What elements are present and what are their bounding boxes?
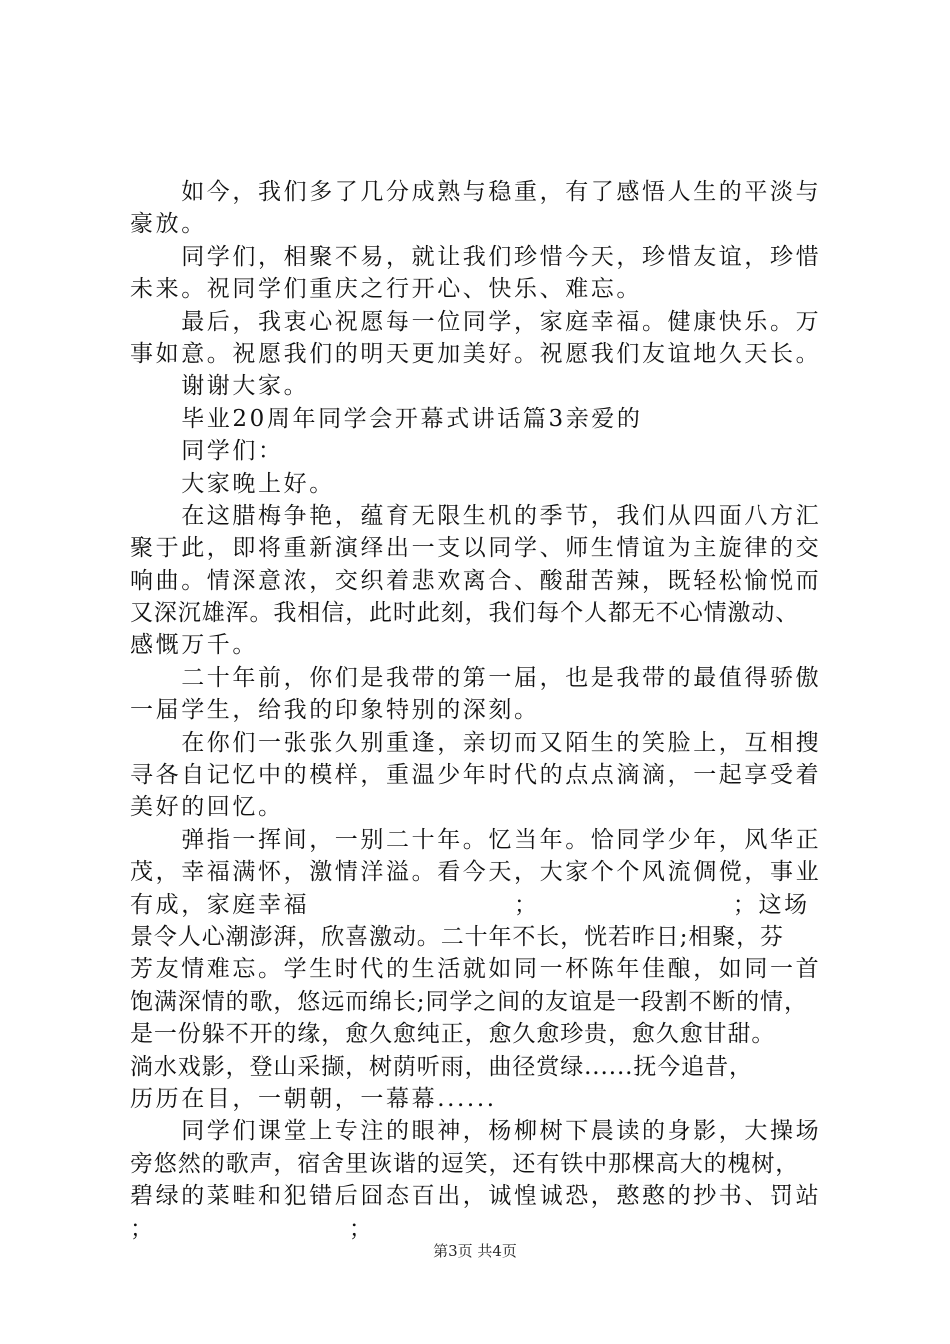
text-line: 最后，我衷心祝愿每一位同学，家庭幸福。健康快乐。万 (130, 308, 822, 335)
text-line: 在你们一张张久别重逢，亲切而又陌生的笑脸上，互相搜 (130, 729, 822, 756)
text-line: 二十年前，你们是我带的第一届，也是我带的最值得骄傲 (130, 664, 822, 691)
text-line: 感慨万千。 (130, 632, 258, 659)
text-line: 淌水戏影，登山采撷，树荫听雨，曲径赏绿......抚今追昔， (130, 1053, 753, 1080)
text-line: 饱满深情的歌，悠远而绵长;同学之间的友谊是一段割不断的情， (130, 988, 808, 1015)
text-line: 又深沉雄浑。我相信，此时此刻，我们每个人都无不心情激动、 (130, 600, 800, 627)
text-line: 同学们： (130, 438, 284, 465)
text-line: 豪放。 (130, 211, 207, 238)
text-line: 一届学生，给我的印象特别的深刻。 (130, 697, 540, 724)
text-line: 如今，我们多了几分成熟与稳重，有了感悟人生的平淡与 (130, 179, 822, 205)
text-line: 未来。祝同学们重庆之行开心、快乐、难忘。 (130, 276, 642, 303)
text-line: 有成，家庭幸福 ； ；这场 (130, 891, 810, 918)
text-line: 碧绿的菜畦和犯错后囧态百出，诚惶诚恐，憨憨的抄书、罚站 (130, 1183, 822, 1210)
section-title: 毕业20周年同学会开幕式讲话篇3亲爱的 (130, 405, 643, 432)
document-body (130, 176, 842, 1245)
text-line: 历历在目，一朝朝，一幕幕...... (130, 1085, 497, 1112)
text-line: 同学们，相聚不易，就让我们珍惜今天，珍惜友谊，珍惜 (130, 243, 822, 270)
text-line: 是一份躲不开的缘，愈久愈纯正，愈久愈珍贵，愈久愈甘甜。 (130, 1021, 776, 1048)
text-line: 美好的回忆。 (130, 794, 284, 821)
text-line: 寻各自记忆中的模样，重温少年时代的点点滴滴，一起享受着 (130, 762, 822, 789)
text-line: 大家晚上好。 (130, 470, 335, 497)
text-line: 弹指一挥间，一别二十年。忆当年。恰同学少年，风华正 (130, 826, 822, 853)
text-line: 响曲。情深意浓，交织着悲欢离合、酸甜苦辣，既轻松愉悦而 (130, 567, 822, 594)
text-line: 茂，幸福满怀，激情洋溢。看今天，大家个个风流倜傥，事业 (130, 859, 822, 886)
text-line: ； ； (130, 1215, 375, 1242)
page-number-footer: 第3页 共4页 (433, 1242, 517, 1260)
text-line: 旁悠然的歌声，宿舍里诙谐的逗笑，还有铁中那棵高大的槐树， (130, 1150, 800, 1177)
text-line: 同学们课堂上专注的眼神，杨柳树下晨读的身影，大操场 (130, 1118, 822, 1145)
text-line: 在这腊梅争艳，蕴育无限生机的季节，我们从四面八方汇 (130, 502, 822, 529)
text-line: 景令人心潮澎湃，欣喜激动。二十年不长，恍若昨日;相聚，芬 (130, 923, 784, 950)
text-line: 芳友情难忘。学生时代的生活就如同一杯陈年佳酿，如同一首 (130, 956, 822, 983)
text-line: 事如意。祝愿我们的明天更加美好。祝愿我们友谊地久天长。 (130, 340, 822, 367)
text-line: 聚于此，即将重新演绎出一支以同学、师生情谊为主旋律的交 (130, 535, 822, 562)
text-line: 谢谢大家。 (130, 373, 310, 400)
